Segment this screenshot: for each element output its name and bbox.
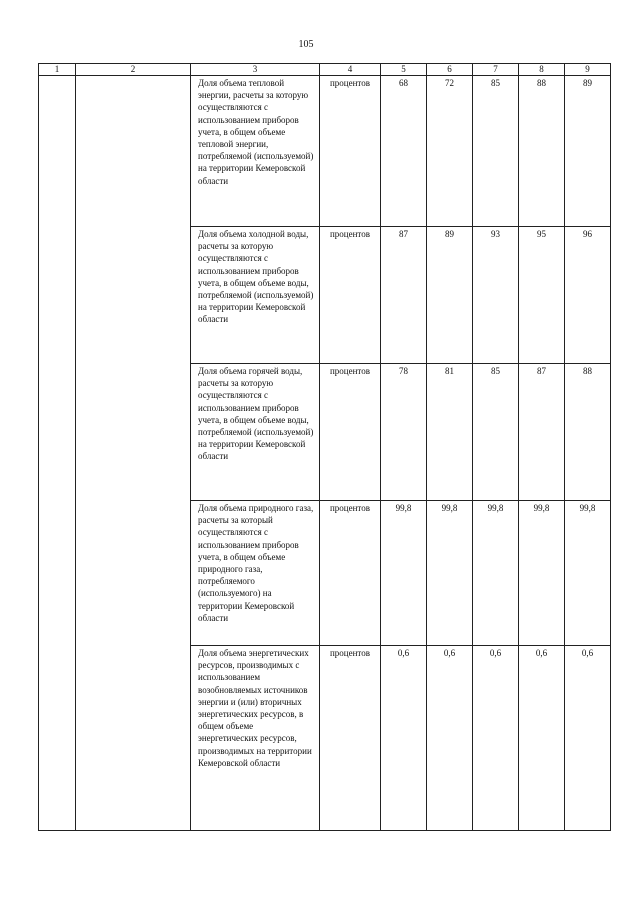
indicator-description: Доля объема природного газа, расчеты за который осуществляются с использованием приборов учета, в общем объеме природного газа, потребляемого (используемого) на территории Кемеровской области <box>191 501 320 646</box>
page-number: 105 <box>298 39 314 50</box>
table-row <box>39 76 611 227</box>
indicator-description: Доля объема тепловой энергии, расчеты за которую осуществляются с использованием приборов учета, в общем объеме тепловой энергии, потребляемой (используемой) на территории Кемеровской области <box>191 76 320 227</box>
indicator-value-5: 0,6 <box>381 646 427 831</box>
indicator-unit: процентов <box>320 227 381 364</box>
column-header-8: 8 <box>519 64 565 76</box>
indicator-value-5: 68 <box>381 76 427 227</box>
indicator-unit: процентов <box>320 646 381 831</box>
indicator-value-8: 99,8 <box>519 501 565 646</box>
indicator-description: Доля объема энергетических ресурсов, производимых с использованием возобновляемых источников энергии и (или) вторичных энергетических ресурсов, в общем объеме энергетических ресурсов, производимых на территории Кемеровской области <box>191 646 320 831</box>
indicator-value-9: 88 <box>565 364 611 501</box>
cell-col2-empty <box>76 76 191 831</box>
indicator-value-9: 0,6 <box>565 646 611 831</box>
indicator-unit: процентов <box>320 76 381 227</box>
indicator-value-5: 87 <box>381 227 427 364</box>
column-header-1: 1 <box>39 64 76 76</box>
column-header-6: 6 <box>427 64 473 76</box>
indicator-value-8: 0,6 <box>519 646 565 831</box>
indicator-value-5: 99,8 <box>381 501 427 646</box>
cell-col1-empty <box>39 76 76 831</box>
indicator-value-9: 89 <box>565 76 611 227</box>
column-header-9: 9 <box>565 64 611 76</box>
indicators-table <box>38 63 611 831</box>
column-header-7: 7 <box>473 64 519 76</box>
indicator-unit: процентов <box>320 501 381 646</box>
indicator-value-7: 85 <box>473 76 519 227</box>
indicator-value-7: 85 <box>473 364 519 501</box>
column-header-5: 5 <box>381 64 427 76</box>
indicator-value-7: 0,6 <box>473 646 519 831</box>
table-header <box>39 64 611 76</box>
indicator-value-6: 72 <box>427 76 473 227</box>
column-header-3: 3 <box>191 64 320 76</box>
indicator-unit: процентов <box>320 364 381 501</box>
indicator-value-6: 0,6 <box>427 646 473 831</box>
indicator-value-8: 95 <box>519 227 565 364</box>
indicator-value-6: 89 <box>427 227 473 364</box>
indicator-value-9: 99,8 <box>565 501 611 646</box>
column-header-4: 4 <box>320 64 381 76</box>
indicator-value-6: 99,8 <box>427 501 473 646</box>
indicator-description: Доля объема горячей воды, расчеты за которую осуществляются с использованием приборов учета, в общем объеме воды, потребляемой (используемой) на территории Кемеровской области <box>191 364 320 501</box>
indicator-value-5: 78 <box>381 364 427 501</box>
indicator-value-8: 88 <box>519 76 565 227</box>
indicator-value-6: 81 <box>427 364 473 501</box>
indicator-value-7: 99,8 <box>473 501 519 646</box>
column-number-row <box>39 64 611 76</box>
column-header-2: 2 <box>76 64 191 76</box>
table-body <box>39 76 611 831</box>
indicator-description: Доля объема холодной воды, расчеты за которую осуществляются с использованием приборов учета, в общем объеме воды, потребляемой (используемой) на территории Кемеровской области <box>191 227 320 364</box>
indicator-value-7: 93 <box>473 227 519 364</box>
indicator-value-8: 87 <box>519 364 565 501</box>
indicator-value-9: 96 <box>565 227 611 364</box>
